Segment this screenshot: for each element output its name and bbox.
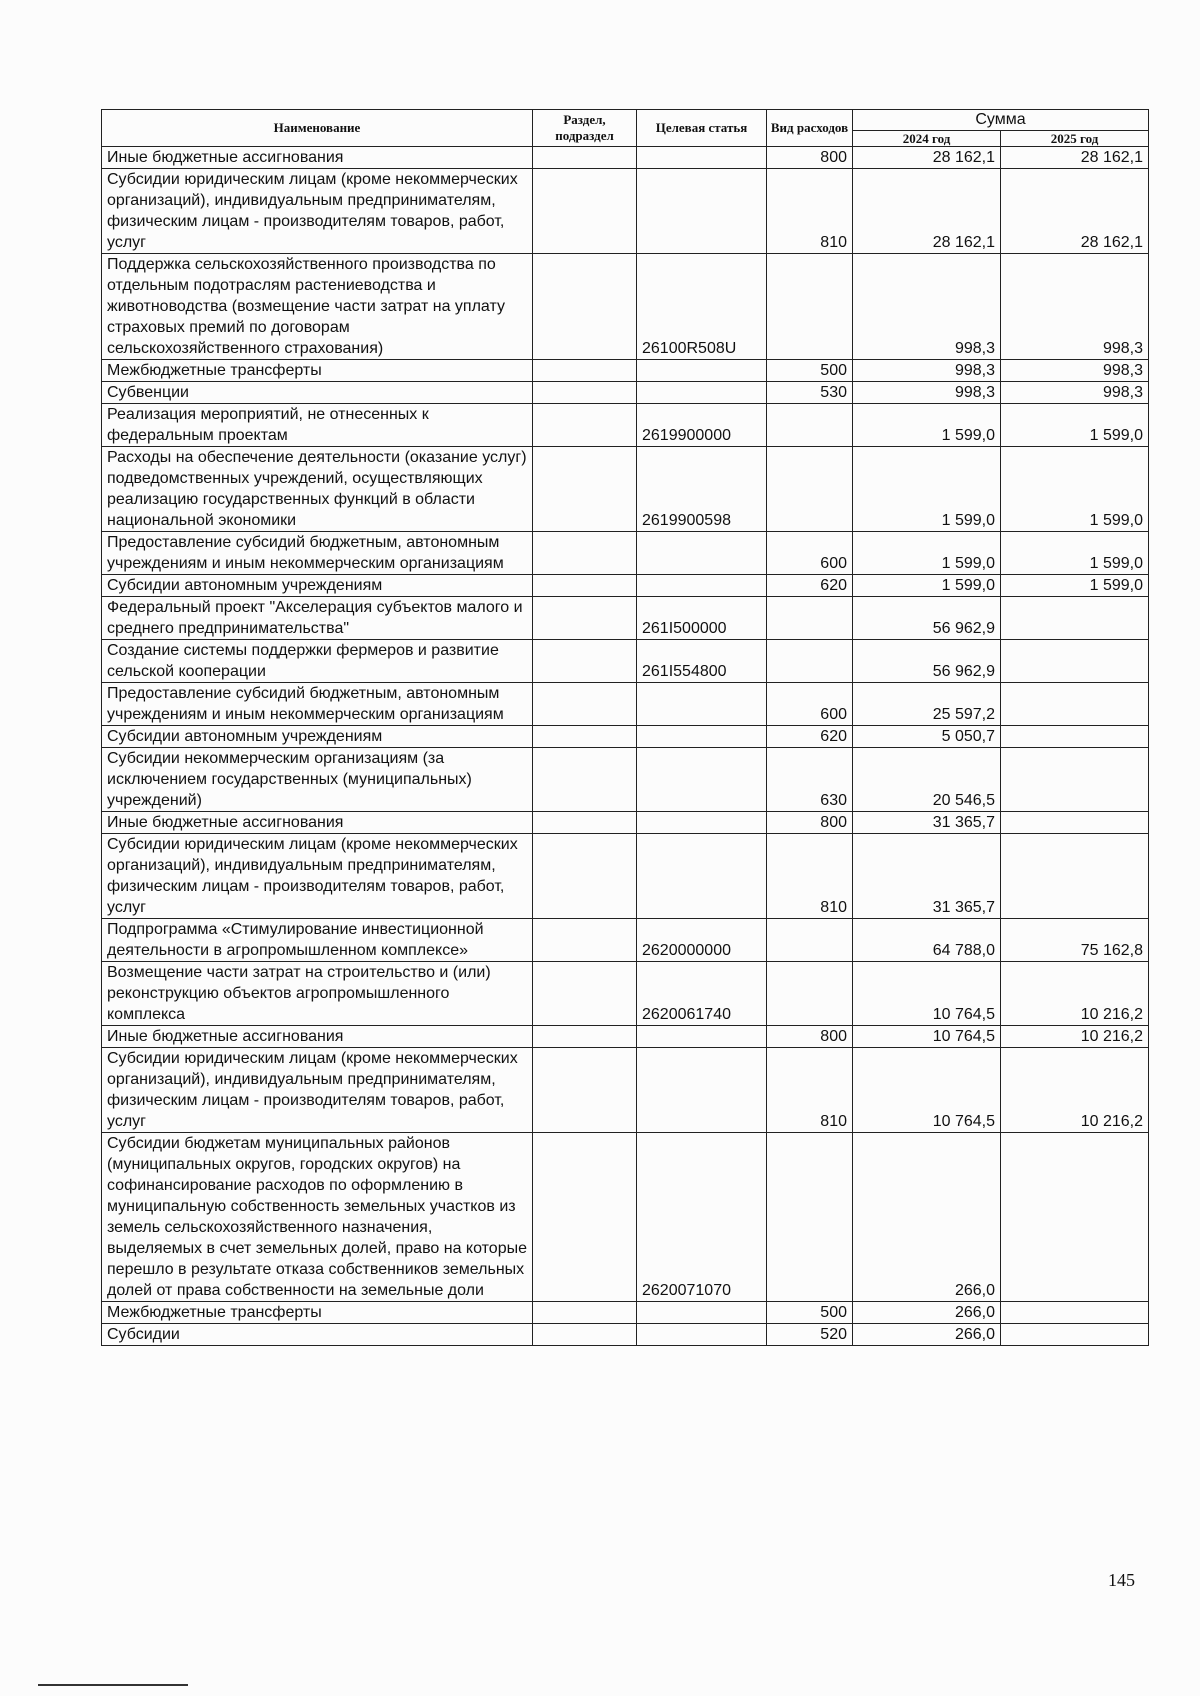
row-sum-2024: 1 599,0 [853,532,1001,575]
row-expense-type [767,919,853,962]
table-row [102,532,1149,575]
row-sum-2024: 25 597,2 [853,683,1001,726]
row-expense-type: 810 [767,169,853,254]
table-row [102,726,1149,748]
table-row [102,147,1149,169]
row-article [637,834,767,919]
row-sum-2024: 28 162,1 [853,169,1001,254]
row-article: 2620000000 [637,919,767,962]
table-row [102,1133,1149,1302]
table-row [102,360,1149,382]
row-section [533,382,637,404]
row-expense-type [767,404,853,447]
row-sum-2025: 28 162,1 [1001,147,1149,169]
row-sum-2024: 1 599,0 [853,404,1001,447]
row-name: Субсидии некоммерческим организациям (за исключением государственных (муниципальных) учреждений) [102,748,533,812]
row-expense-type: 500 [767,1302,853,1324]
row-name: Возмещение части затрат на строительство и (или) реконструкцию объектов агропромышленного комплекса [102,962,533,1026]
table-row [102,640,1149,683]
row-section [533,532,637,575]
row-sum-2025: 10 216,2 [1001,1026,1149,1048]
row-article [637,1026,767,1048]
row-sum-2025 [1001,597,1149,640]
row-sum-2025 [1001,1324,1149,1346]
table-row [102,575,1149,597]
row-sum-2024: 56 962,9 [853,640,1001,683]
row-sum-2025: 10 216,2 [1001,1048,1149,1133]
row-expense-type [767,597,853,640]
row-expense-type: 620 [767,575,853,597]
row-sum-2025: 28 162,1 [1001,169,1149,254]
row-name: Субвенции [102,382,533,404]
row-sum-2025: 998,3 [1001,254,1149,360]
row-expense-type [767,1133,853,1302]
row-section [533,1133,637,1302]
table-row [102,1302,1149,1324]
row-section [533,447,637,532]
row-sum-2025 [1001,834,1149,919]
row-name: Субсидии юридическим лицам (кроме некоммерческих организаций), индивидуальным предпринимателям, физическим лицам - производителям товаров, работ, услуг [102,1048,533,1133]
row-sum-2024: 266,0 [853,1133,1001,1302]
table-row [102,447,1149,532]
row-sum-2024: 10 764,5 [853,1048,1001,1133]
row-sum-2025 [1001,640,1149,683]
row-expense-type: 810 [767,1048,853,1133]
row-name: Иные бюджетные ассигнования [102,1026,533,1048]
row-article [637,812,767,834]
header-year-2024: 2024 год [853,131,1001,147]
row-article [637,748,767,812]
footer-rule [38,1684,188,1686]
row-expense-type: 800 [767,812,853,834]
row-sum-2024: 266,0 [853,1302,1001,1324]
row-section [533,726,637,748]
row-sum-2025 [1001,812,1149,834]
row-sum-2025: 998,3 [1001,360,1149,382]
row-section [533,683,637,726]
row-sum-2024: 56 962,9 [853,597,1001,640]
row-name: Межбюджетные трансферты [102,1302,533,1324]
row-sum-2025 [1001,1302,1149,1324]
row-article [637,1302,767,1324]
row-expense-type [767,447,853,532]
row-section [533,640,637,683]
row-name: Расходы на обеспечение деятельности (оказание услуг) подведомственных учреждений, осуществляющих реализацию государственных функций в области национальной экономики [102,447,533,532]
row-sum-2025: 998,3 [1001,382,1149,404]
row-name: Подпрограмма «Стимулирование инвестиционной деятельности в агропромышленном комплексе» [102,919,533,962]
row-sum-2024: 31 365,7 [853,834,1001,919]
row-section [533,919,637,962]
row-sum-2024: 998,3 [853,254,1001,360]
row-article [637,575,767,597]
row-sum-2024: 20 546,5 [853,748,1001,812]
row-expense-type: 600 [767,532,853,575]
header-year-2025: 2025 год [1001,131,1149,147]
row-sum-2025 [1001,748,1149,812]
table-row [102,597,1149,640]
row-expense-type: 630 [767,748,853,812]
row-section [533,360,637,382]
table-row [102,169,1149,254]
header-section: Раздел, подраздел [533,110,637,147]
row-sum-2024: 64 788,0 [853,919,1001,962]
table-row [102,1048,1149,1133]
row-expense-type [767,254,853,360]
row-section [533,254,637,360]
row-name: Иные бюджетные ассигнования [102,812,533,834]
row-sum-2024: 1 599,0 [853,447,1001,532]
row-name: Межбюджетные трансферты [102,360,533,382]
row-name: Предоставление субсидий бюджетным, автономным учреждениям и иным некоммерческим организациям [102,683,533,726]
row-name: Федеральный проект "Акселерация субъектов малого и среднего предпринимательства" [102,597,533,640]
table-header [102,110,1149,147]
row-section [533,1026,637,1048]
row-name: Поддержка сельскохозяйственного производства по отдельным подотраслям растениеводства и животноводства (возмещение части затрат на уплату страховых премий по договорам сельскохозяйственного страхования) [102,254,533,360]
table-row [102,962,1149,1026]
row-section [533,1324,637,1346]
row-article [637,360,767,382]
row-sum-2024: 998,3 [853,382,1001,404]
row-sum-2024: 31 365,7 [853,812,1001,834]
row-name: Иные бюджетные ассигнования [102,147,533,169]
header-expense-type: Вид расходов [767,110,853,147]
row-name: Субсидии автономным учреждениям [102,726,533,748]
row-article: 2620071070 [637,1133,767,1302]
row-section [533,147,637,169]
row-article: 2619900000 [637,404,767,447]
table-row [102,254,1149,360]
row-name: Предоставление субсидий бюджетным, автономным учреждениям и иным некоммерческим организациям [102,532,533,575]
row-name: Субсидии бюджетам муниципальных районов (муниципальных округов, городских округов) на софинансирование расходов по оформлению в муниципальную собственность земельных участков из земель сельскохозяйственного назначения, выделяемых в счет земельных долей, право на которые перешло в результате отказа собственников земельных долей от права собственности на земельные доли [102,1133,533,1302]
row-sum-2024: 10 764,5 [853,962,1001,1026]
row-name: Субсидии юридическим лицам (кроме некоммерческих организаций), индивидуальным предпринимателям, физическим лицам - производителям товаров, работ, услуг [102,169,533,254]
row-article: 2619900598 [637,447,767,532]
row-expense-type: 800 [767,147,853,169]
row-section [533,748,637,812]
budget-table [101,109,1149,1346]
row-section [533,575,637,597]
row-section [533,962,637,1026]
table-row [102,812,1149,834]
row-expense-type: 810 [767,834,853,919]
row-name: Субсидии юридическим лицам (кроме некоммерческих организаций), индивидуальным предпринимателям, физическим лицам - производителям товаров, работ, услуг [102,834,533,919]
row-sum-2024: 998,3 [853,360,1001,382]
row-sum-2025: 1 599,0 [1001,575,1149,597]
row-article [637,683,767,726]
row-sum-2025 [1001,1133,1149,1302]
row-expense-type: 600 [767,683,853,726]
row-section [533,404,637,447]
row-expense-type: 530 [767,382,853,404]
row-sum-2024: 28 162,1 [853,147,1001,169]
table-row [102,382,1149,404]
table-row [102,748,1149,812]
row-expense-type [767,640,853,683]
row-section [533,834,637,919]
row-expense-type: 520 [767,1324,853,1346]
row-article: 261I554800 [637,640,767,683]
row-article [637,169,767,254]
row-article: 26100R508U [637,254,767,360]
table-row [102,404,1149,447]
row-name: Создание системы поддержки фермеров и развитие сельской кооперации [102,640,533,683]
row-sum-2025: 1 599,0 [1001,532,1149,575]
row-sum-2024: 1 599,0 [853,575,1001,597]
header-article: Целевая статья [637,110,767,147]
row-name: Реализация мероприятий, не отнесенных к федеральным проектам [102,404,533,447]
row-sum-2025 [1001,726,1149,748]
table-row [102,834,1149,919]
row-article [637,1324,767,1346]
table-row [102,919,1149,962]
table-row [102,683,1149,726]
row-name: Субсидии [102,1324,533,1346]
row-sum-2024: 5 050,7 [853,726,1001,748]
row-article [637,147,767,169]
row-section [533,1048,637,1133]
row-sum-2025: 1 599,0 [1001,404,1149,447]
row-sum-2024: 266,0 [853,1324,1001,1346]
row-sum-2025 [1001,683,1149,726]
row-expense-type [767,962,853,1026]
row-section [533,812,637,834]
table-row [102,1026,1149,1048]
row-sum-2025: 10 216,2 [1001,962,1149,1026]
row-section [533,597,637,640]
row-article [637,726,767,748]
header-sum: Сумма [853,110,1149,131]
row-expense-type: 620 [767,726,853,748]
row-sum-2025: 75 162,8 [1001,919,1149,962]
row-article: 2620061740 [637,962,767,1026]
row-sum-2024: 10 764,5 [853,1026,1001,1048]
row-article [637,1048,767,1133]
row-name: Субсидии автономным учреждениям [102,575,533,597]
row-section [533,1302,637,1324]
row-sum-2025: 1 599,0 [1001,447,1149,532]
row-expense-type: 800 [767,1026,853,1048]
row-article [637,382,767,404]
row-article: 261I500000 [637,597,767,640]
row-expense-type: 500 [767,360,853,382]
page-number: 145 [1108,1570,1135,1590]
row-section [533,169,637,254]
header-name: Наименование [102,110,533,147]
row-article [637,532,767,575]
table-body [102,147,1149,1346]
table-row [102,1324,1149,1346]
